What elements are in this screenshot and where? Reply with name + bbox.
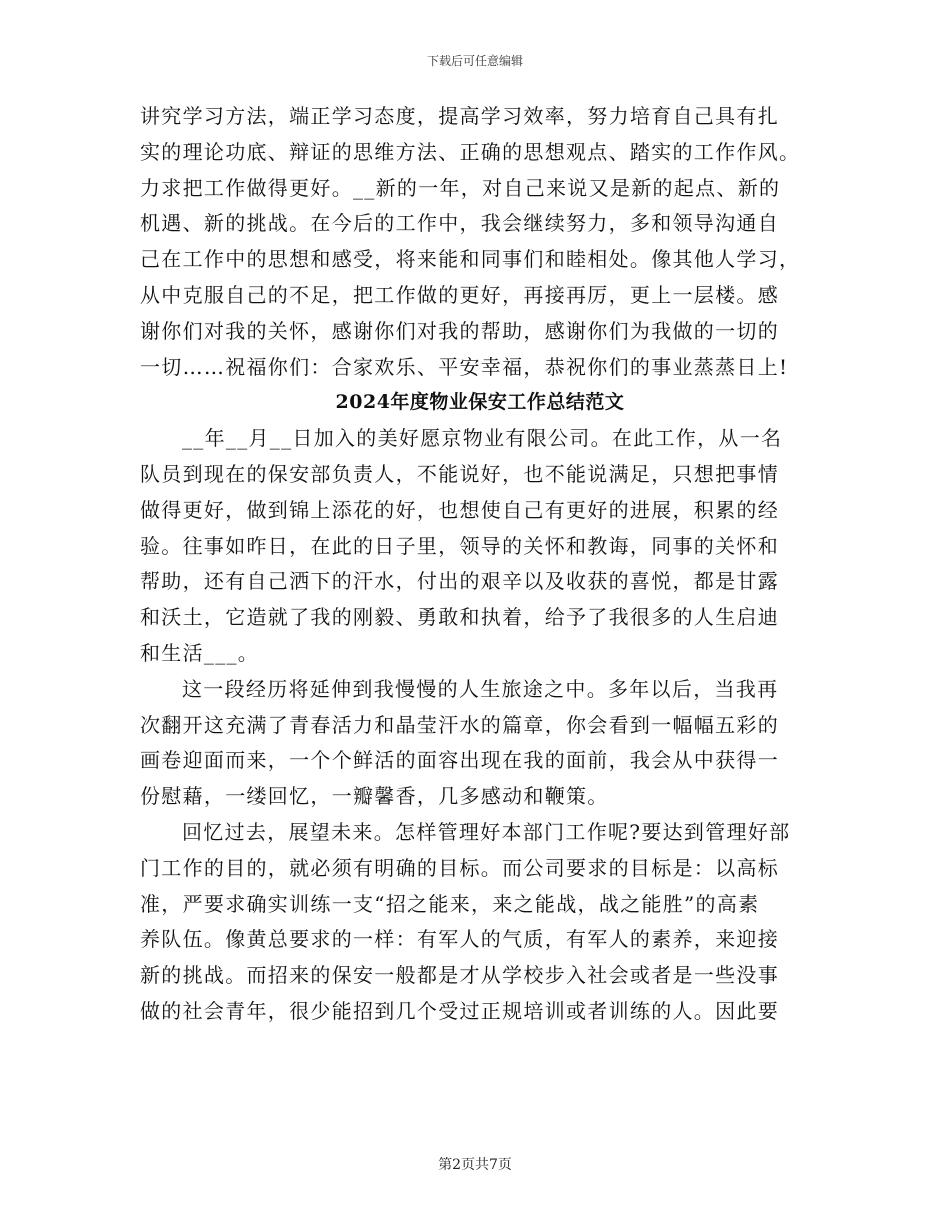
section-title: 2024年度物业保安工作总结范文 [335, 391, 625, 414]
paragraph [140, 672, 820, 815]
text-line: __年__月__日加入的美好愿京物业有限公司。在此工作，从一名 [182, 426, 783, 451]
paragraph [140, 815, 820, 1030]
document-body [140, 99, 820, 1030]
text-line: 力求把工作做得更好。__新的一年，对自己来说又是新的起点、新的 [140, 175, 781, 200]
page-header-note: 下载后可任意编辑 [426, 54, 523, 68]
text-line: 画卷迎面而来，一个个鲜活的面容出现在我的面前，我会从中获得一 [140, 748, 779, 773]
text-line: 帮助，还有自己洒下的汗水，付出的艰辛以及收获的喜悦，都是甘露 [140, 569, 779, 594]
text-line: 队员到现在的保安部负责人，不能说好，也不能说满足，只想把事情 [140, 461, 779, 486]
text-line: 机遇、新的挑战。在今后的工作中，我会继续努力，多和领导沟通自 [140, 211, 779, 236]
text-line: 验。往事如昨日，在此的日子里，领导的关怀和教诲，同事的关怀和 [140, 533, 779, 558]
text-line: 讲究学习方法，端正学习态度，提高学习效率，努力培育自己具有扎 [140, 104, 779, 128]
continued-paragraph [140, 99, 820, 385]
text-line: 新的挑战。而招来的保安一般都是才从学校步入社会或者是一些没事 [140, 963, 779, 988]
text-line: 做得更好，做到锦上添花的好，也想使自己有更好的进展，积累的经 [140, 497, 779, 522]
text-line: 己在工作中的思想和感受，将来能和同事们和睦相处。像其他人学习， [140, 247, 801, 272]
page-number: 第2页共7页 [438, 1157, 512, 1173]
paragraph [140, 421, 820, 672]
text-line: 实的理论功底、辩证的思维方法、正确的思想观点、踏实的工作作风。 [140, 139, 801, 164]
text-line: 份慰藉，一缕回忆，一瓣馨香，几多感动和鞭策。 [140, 784, 609, 809]
text-line: 从中克服自己的不足，把工作做的更好，再接再厉，更上一层楼。感 [140, 282, 779, 307]
text-line: 门工作的目的，就必须有明确的目标。而公司要求的目标是：以高标 [140, 855, 779, 880]
text-line: 这一段经历将延伸到我慢慢的人生旅途之中。多年以后，当我再 [182, 676, 779, 701]
text-line: 次翻开这充满了青春活力和晶莹汗水的篇章，你会看到一幅幅五彩的 [140, 712, 779, 737]
text-line: 一切……祝福你们：合家欢乐、平安幸福，恭祝你们的事业蒸蒸日上! [140, 354, 789, 379]
text-line: 和生活___。 [140, 640, 260, 665]
text-line: 谢你们对我的关怀，感谢你们对我的帮助，感谢你们为我做的一切的 [140, 318, 779, 343]
text-line: 做的社会青年，很少能招到几个受过正规培训或者训练的人。因此要 [140, 998, 779, 1023]
text-line: 回忆过去，展望未来。怎样管理好本部门工作呢?要达到管理好部 [182, 819, 791, 844]
text-line: 准，严要求确实训练一支“招之能来，来之能战，战之能胜”的高素 [140, 891, 760, 916]
text-line: 养队伍。像黄总要求的一样：有军人的气质，有军人的素养，来迎接 [140, 927, 779, 952]
text-line: 和沃土，它造就了我的刚毅、勇敢和执着，给予了我很多的人生启迪 [140, 605, 779, 630]
